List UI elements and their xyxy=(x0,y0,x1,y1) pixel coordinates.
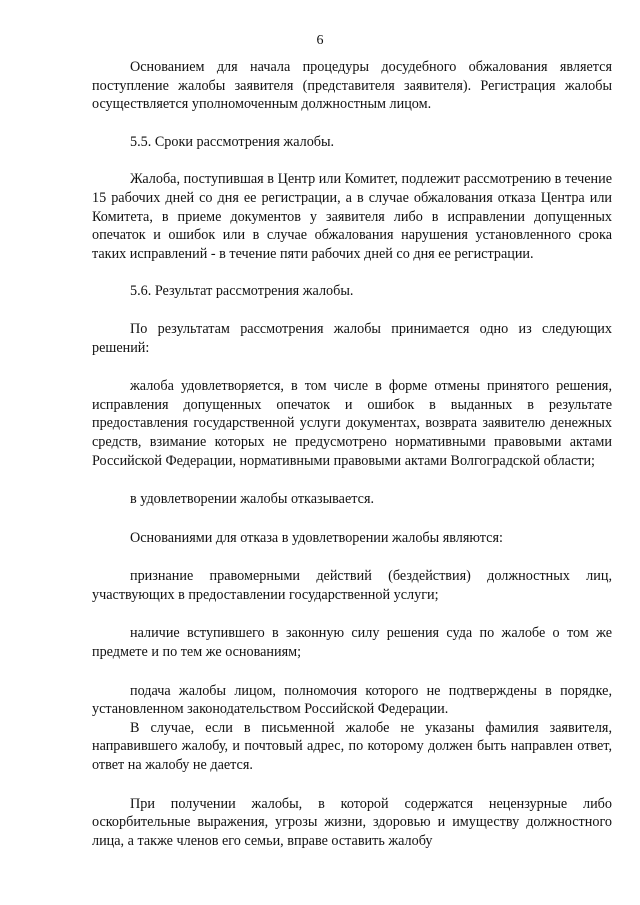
paragraph-no-name-no-address: В случае, если в письменной жалобе не указаны фамилия заявителя, направившего жалобу, и почтовый адрес, по которому должен быть направлен ответ, ответ на жалобу не дается. xyxy=(92,719,612,774)
paragraph-review-terms: Жалоба, поступившая в Центр или Комитет, подлежит рассмотрению в течение 15 рабочих дней со дня ее регистрации, а в случае обжалования отказа Центра или Комитета, в приеме документов у заявителя либо в исправлении допущенных опечаток и ошибок или в случае обжалования нарушения установленного срока таких исправлений - в течение пяти рабочих дней со дня ее регистрации. xyxy=(92,171,612,262)
list-item-unconfirmed-authority: подача жалобы лицом, полномочия которого не подтверждены в порядке, установленном законодательством Российской Федерации. xyxy=(92,682,612,718)
paragraph-refusal-grounds-intro: Основаниями для отказа в удовлетворении жалобы являются: xyxy=(130,529,503,546)
list-item-complaint-satisfied: жалоба удовлетворяется, в том числе в форме отмены принятого решения, исправления допущенных опечаток и ошибок в выданных в результате предоставления государственной услуги документах, возврата заявителю денежных средств, взимание которых не предусмотрено нормативными правовыми актами Российской Федерации, нормативными правовыми актами Волгоградской области; xyxy=(92,378,612,469)
list-item-lawful-actions: признание правомерными действий (бездействия) должностных лиц, участвующих в предоставлении государственной услуги; xyxy=(92,568,612,603)
paragraph-offensive-complaint: При получении жалобы, в которой содержатся нецензурные либо оскорбительные выражения, угрозы жизни, здоровью и имуществу должностного лица, а также членов его семьи, вправе оставить жалобу xyxy=(92,795,612,849)
page-number: 6 xyxy=(316,33,324,48)
list-item-court-decision: наличие вступившего в законную силу решения суда по жалобе о том же предмете и по тем же основаниям; xyxy=(92,625,612,661)
section-heading-5-5: 5.5. Сроки рассмотрения жалобы. xyxy=(130,133,335,150)
list-item-complaint-refused: в удовлетворении жалобы отказывается. xyxy=(130,491,375,508)
section-heading-5-6: 5.6. Результат рассмотрения жалобы. xyxy=(130,283,354,300)
paragraph-review-result-intro: По результатам рассмотрения жалобы принимается одно из следующих решений: xyxy=(92,320,612,356)
paragraph-basis-for-procedure: Основанием для начала процедуры досудебного обжалования является поступление жалобы заявителя (представителя заявителя). Регистрация жалобы осуществляется уполномоченным должностным лицом. xyxy=(92,59,612,113)
document-body xyxy=(92,58,612,850)
